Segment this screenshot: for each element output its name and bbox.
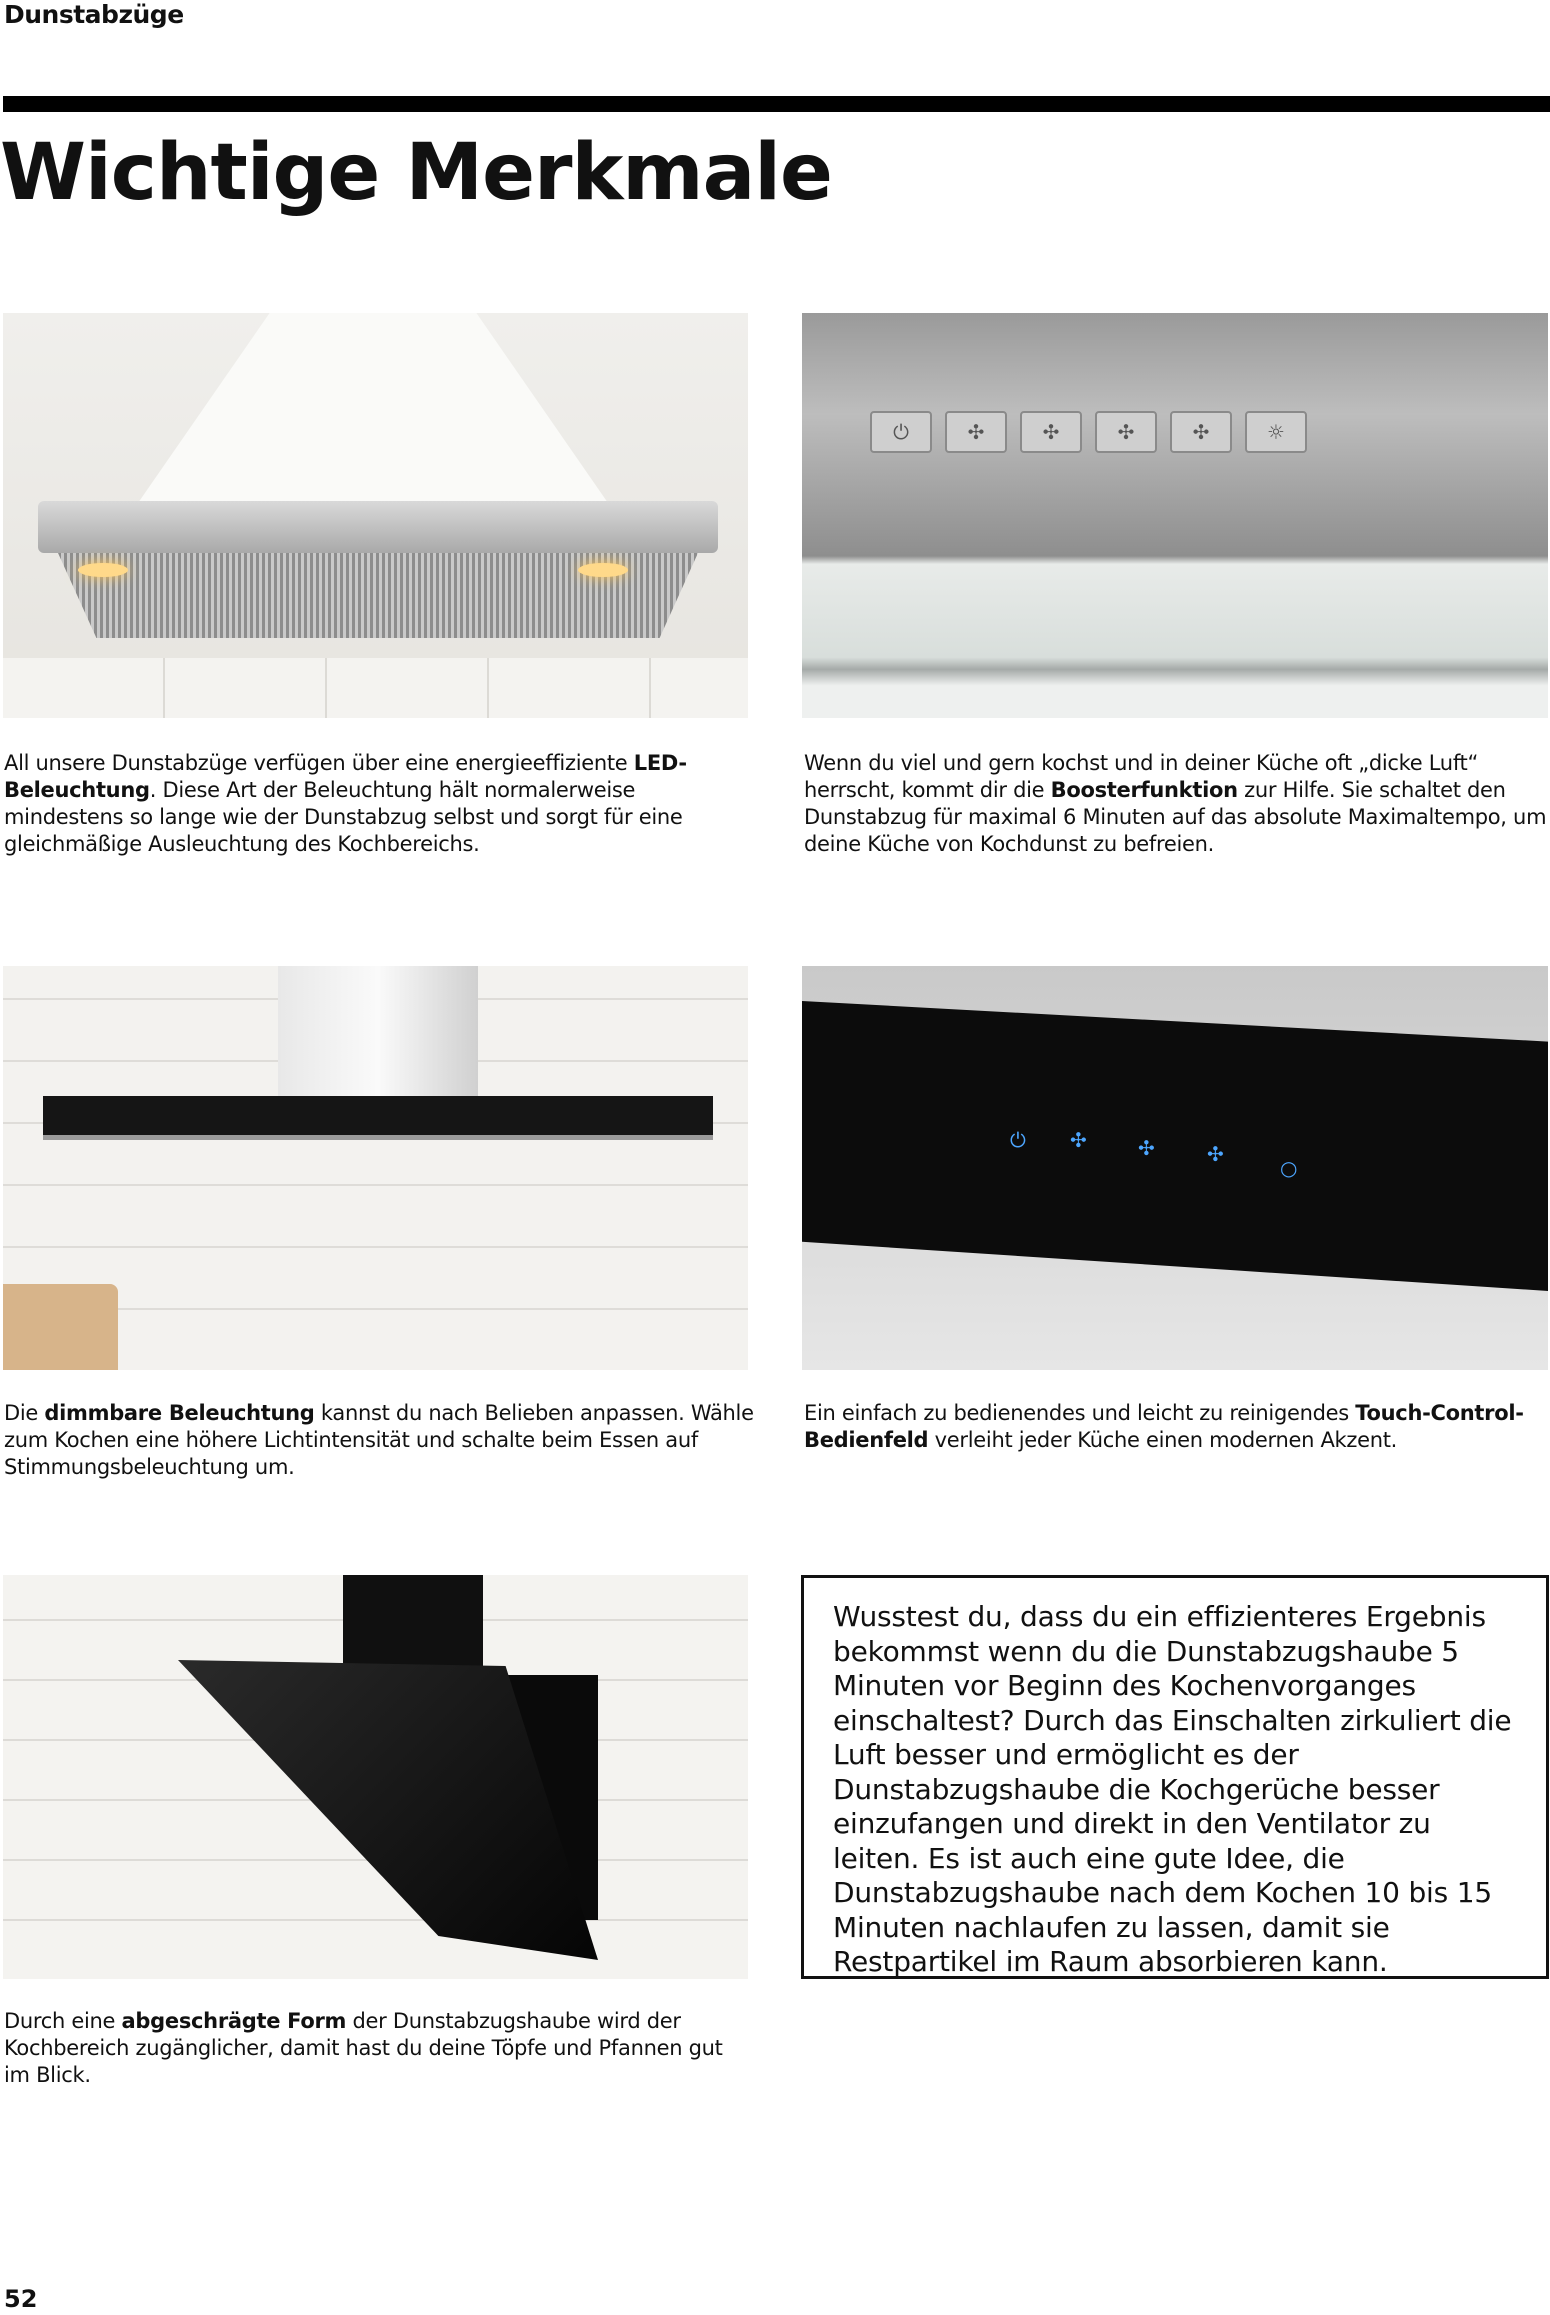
- feature-caption: Die dimmbare Beleuchtung kannst du nach Belieben anpassen. Wähle zum Kochen eine höhere Lichtintensität und schalte beim Essen auf Stimmungsbeleuchtung um.: [4, 1401, 754, 1479]
- feature-caption: Durch eine abgeschrägte Form der Dunstabzugshaube wird der Kochbereich zugänglicher, damit hast du deine Töpfe und Pfannen gut im Blick.: [4, 2009, 723, 2087]
- feature-caption: All unsere Dunstabzüge verfügen über eine energieeffiziente LED-Beleuchtung. Diese Art der Beleuchtung hält normalerweise mindestens so lange wie der Dunstabzug selbst und sorgt für eine gleichmäßige Ausleuchtung des Kochbereichs.: [4, 751, 687, 856]
- image-dimmable-light-hood: [3, 966, 748, 1370]
- image-control-buttons: [802, 313, 1548, 718]
- power-icon: ⏻: [1010, 1128, 1026, 1152]
- tip-text: Wusstest du, dass du ein effizienteres Ergebnis bekommst wenn du die Dunstabzugshaube 5 Minuten vor Beginn des Kochenvorganges einschaltest? Durch das Einschalten zirkuliert die Luft besser und ermöglicht es der Dunstabzugshaube die Kochgerüche besser einzufangen und direkt in den Ventilator zu leiten. Es ist auch eine gute Idee, die Dunstabzugshaube nach dem Kochen 10 bis 15 Minuten nachlaufen zu lassen, damit sie Restpartikel im Raum absorbieren kann.: [833, 1600, 1512, 1978]
- image-white-chimney-hood: [3, 313, 748, 718]
- feature-caption: Ein einfach zu bedienendes und leicht zu reinigendes Touch-Control-Bedienfeld verleiht jeder Küche einen modernen Akzent.: [804, 1401, 1524, 1452]
- image-angled-hood: [3, 1575, 748, 1979]
- fan-mid-icon: ✣: [1020, 411, 1082, 453]
- section-label: Dunstabzüge: [4, 0, 184, 29]
- fan-low-icon: ✣: [945, 411, 1007, 453]
- light-icon: ○: [1280, 1156, 1298, 1180]
- boost-icon: ✣: [1207, 1142, 1224, 1166]
- feature-caption: Wenn du viel und gern kochst und in deiner Küche oft „dicke Luft“ herrscht, kommt dir die Boosterfunktion zur Hilfe. Sie schaltet den Dunstabzug für maximal 6 Minuten auf das absolute Maximaltempo, um deine Küche von Kochdunst zu befreien.: [804, 751, 1547, 856]
- tip-box: [801, 1575, 1549, 1979]
- fan-high-icon: ✣: [1138, 1136, 1155, 1160]
- fan-high-icon: ✣: [1095, 411, 1157, 453]
- page-number: 52: [4, 2285, 38, 2313]
- power-icon: ⏻: [870, 411, 932, 453]
- fan-low-icon: ✣: [1070, 1128, 1087, 1152]
- image-touch-panel: [802, 966, 1548, 1370]
- boost-icon: ✣: [1170, 411, 1232, 453]
- light-icon: ☼: [1245, 411, 1307, 453]
- divider: [3, 96, 1550, 112]
- page-title: Wichtige Merkmale: [0, 128, 832, 218]
